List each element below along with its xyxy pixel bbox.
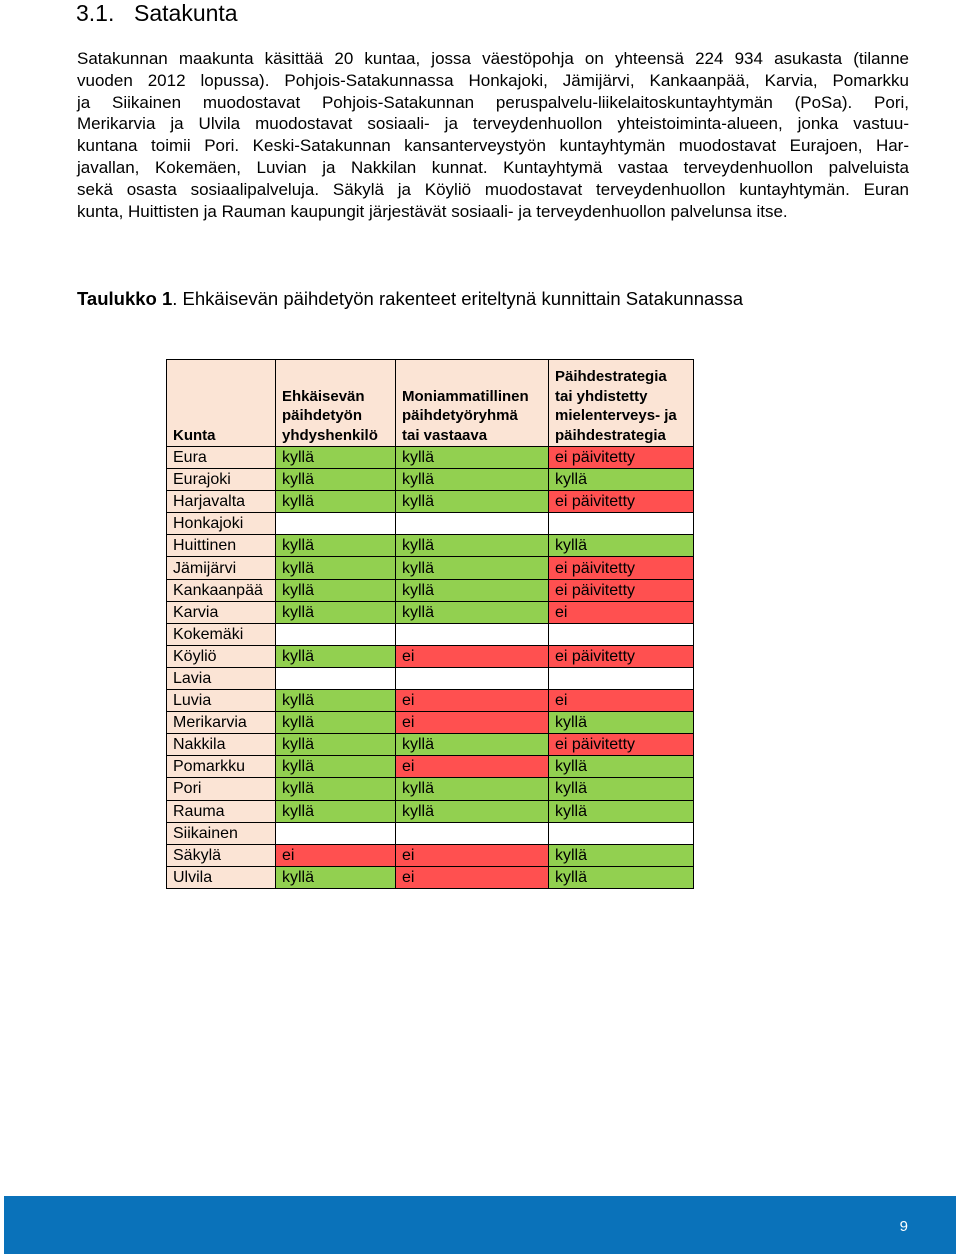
status-cell [396,822,549,844]
status-cell: ei päivitetty [549,645,694,667]
intro-line: vuoden 2012 lopussa). Pohjois-Satakunnassa Honkajoki, Jämijärvi, Kankaanpää, Karvia, Pomarkku [77,70,909,90]
status-cell: ei [396,844,549,866]
status-cell: ei [549,690,694,712]
results-table [166,359,694,889]
status-cell: kyllä [276,690,396,712]
column-header-kunta: Kunta [167,360,276,447]
kunta-cell: Merikarvia [167,712,276,734]
status-cell: kyllä [276,535,396,557]
table-row [167,778,694,800]
status-cell: ei [276,844,396,866]
status-cell: kyllä [276,447,396,469]
kunta-cell: Luvia [167,690,276,712]
table-row [167,712,694,734]
status-cell [276,667,396,689]
table-caption [77,287,743,311]
table-header-row [167,360,694,447]
table-row [167,557,694,579]
status-cell: kyllä [276,645,396,667]
table-row [167,513,694,535]
table-row [167,469,694,491]
status-cell: ei [396,756,549,778]
kunta-cell: Köyliö [167,645,276,667]
kunta-cell: Lavia [167,667,276,689]
status-cell: ei [396,712,549,734]
intro-line: kuntana toimii Pori. Keski-Satakunnan kansanterveystyön kuntayhtymän muodostavat Eurajoen, Har- [77,136,909,156]
status-cell [276,623,396,645]
kunta-cell: Harjavalta [167,491,276,513]
status-cell: kyllä [549,535,694,557]
table-row [167,579,694,601]
status-cell [549,513,694,535]
intro-line: Satakunnan maakunta käsittää 20 kuntaa, jossa väestöpohja on yhteensä 224 934 asukasta (tilanne [77,49,909,68]
kunta-cell: Kankaanpää [167,579,276,601]
intro-line: kunta, Huittisten ja Rauman kaupungit järjestävät sosiaali- ja terveydenhuollon palvelunsa itse. [77,201,788,221]
status-cell: kyllä [276,469,396,491]
status-cell [549,667,694,689]
table-row [167,667,694,689]
intro-paragraph [77,48,909,222]
status-cell: kyllä [549,844,694,866]
kunta-cell: Eura [167,447,276,469]
status-cell: kyllä [549,866,694,888]
status-cell: kyllä [276,601,396,623]
intro-line: javallan, Kokemäen, Luvian ja Nakkilan kunnat. Kuntayhtymä vastaa terveydenhuollon palveluista [77,157,909,177]
table-caption-text: . Ehkäisevän päihdetyön rakenteet eriteltynä kunnittain Satakunnassa [172,288,744,309]
status-cell: ei päivitetty [549,557,694,579]
kunta-cell: Nakkila [167,734,276,756]
status-cell: ei [549,601,694,623]
status-cell [276,822,396,844]
status-cell [549,822,694,844]
status-cell: kyllä [276,712,396,734]
table-row [167,866,694,888]
status-cell: kyllä [396,734,549,756]
kunta-cell: Huittinen [167,535,276,557]
status-cell: kyllä [396,535,549,557]
status-cell: kyllä [276,866,396,888]
table-row [167,447,694,469]
status-cell: kyllä [549,469,694,491]
status-cell: ei päivitetty [549,447,694,469]
status-cell [396,623,549,645]
status-cell: kyllä [396,447,549,469]
status-cell: ei [396,690,549,712]
kunta-cell: Eurajoki [167,469,276,491]
kunta-cell: Jämijärvi [167,557,276,579]
kunta-cell: Kokemäki [167,623,276,645]
status-cell: kyllä [396,778,549,800]
intro-line: Merikarvia ja Ulvila muodostavat sosiaali- ja terveydenhuollon yhteistoiminta-alueen, jonka vastuu- [77,114,909,134]
status-cell: ei päivitetty [549,734,694,756]
status-cell [549,623,694,645]
status-cell: kyllä [276,800,396,822]
status-cell: kyllä [549,712,694,734]
kunta-cell: Siikainen [167,822,276,844]
table-row [167,623,694,645]
page-footer-bar [4,1196,956,1254]
status-cell: kyllä [396,557,549,579]
page-number: 9 [899,1218,908,1235]
table-row [167,535,694,557]
table-caption-label: Taulukko 1 [77,288,173,309]
table-row [167,645,694,667]
table-row [167,690,694,712]
status-cell [396,667,549,689]
section-number: 3.1. [76,0,115,26]
status-cell: kyllä [396,800,549,822]
table-row [167,800,694,822]
status-cell [276,513,396,535]
kunta-cell: Honkajoki [167,513,276,535]
status-cell: ei [396,645,549,667]
table-row [167,734,694,756]
kunta-cell: Pomarkku [167,756,276,778]
kunta-cell: Rauma [167,800,276,822]
status-cell: kyllä [396,601,549,623]
kunta-cell: Ulvila [167,866,276,888]
status-cell: kyllä [549,800,694,822]
status-cell: kyllä [396,579,549,601]
kunta-cell: Säkylä [167,844,276,866]
status-cell: ei päivitetty [549,579,694,601]
status-cell: kyllä [396,491,549,513]
status-cell: kyllä [276,756,396,778]
status-cell: kyllä [276,491,396,513]
status-cell: kyllä [276,734,396,756]
table-body [167,447,694,889]
section-heading [76,0,238,28]
column-header-tyoryhma: Moniammatillinen päihdetyöryhmä tai vastaava [396,360,549,447]
column-header-strategia: Päihdestrategia tai yhdistetty mielenterveys- ja päihdestrategia [549,360,694,447]
column-header-yhdyshenkilo: Ehkäisevän päihdetyön yhdyshenkilö [276,360,396,447]
status-cell: kyllä [276,557,396,579]
status-cell: kyllä [276,579,396,601]
table-row [167,756,694,778]
status-cell: kyllä [276,778,396,800]
status-cell: ei päivitetty [549,491,694,513]
kunta-cell: Karvia [167,601,276,623]
table-row [167,844,694,866]
status-cell: ei [396,866,549,888]
table-row [167,491,694,513]
status-cell: kyllä [396,469,549,491]
kunta-cell: Pori [167,778,276,800]
status-cell [396,513,549,535]
status-cell: kyllä [549,778,694,800]
table-row [167,822,694,844]
intro-line: ja Siikainen muodostavat Pohjois-Satakunnan peruspalvelu-liikelaitoskuntayhtymän (PoSa). Pori, [77,92,909,112]
section-title: Satakunta [134,0,238,26]
table-row [167,601,694,623]
intro-line: sekä osasta sosiaalipalveluja. Säkylä ja Köyliö muodostavat terveydenhuollon kuntayhtymän. Euran [77,179,909,199]
status-cell: kyllä [549,756,694,778]
